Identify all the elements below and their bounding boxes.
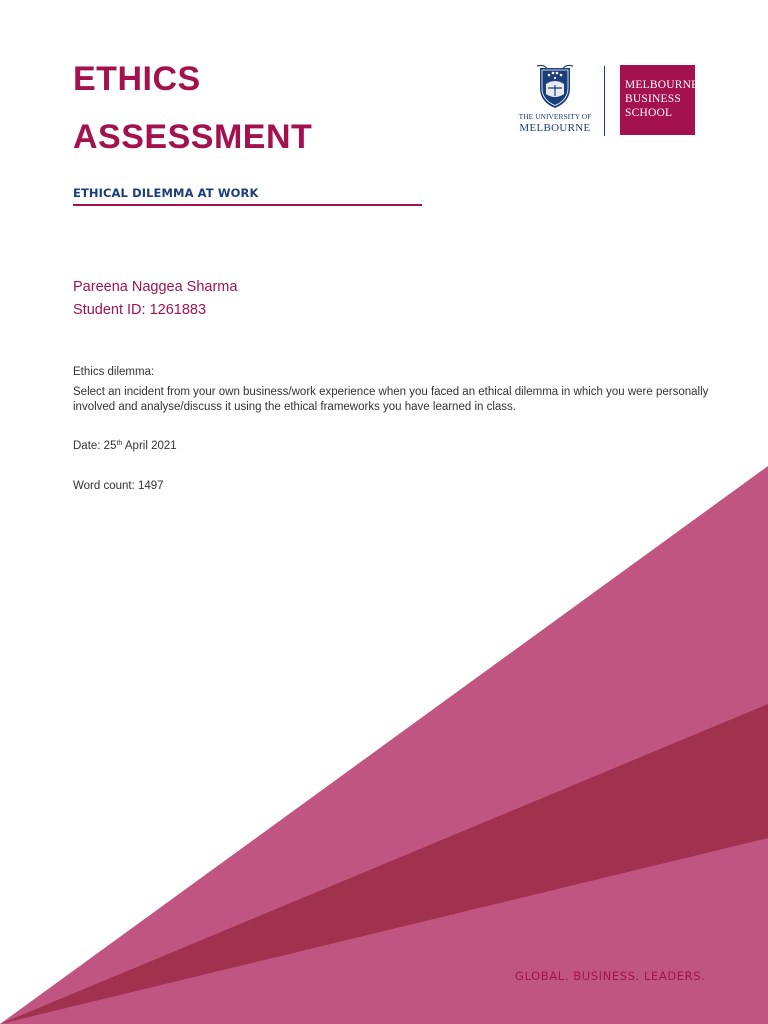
word-count: Word count: 1497 (73, 480, 164, 492)
title-line-ethics: ETHICS (73, 60, 201, 98)
school-name-line1: MELBOURNE (625, 79, 699, 91)
title-line-assessment: ASSESSMENT (73, 118, 313, 156)
subtitle-underline (73, 204, 422, 206)
student-name: Pareena Naggea Sharma (73, 279, 238, 295)
business-school-logo (620, 65, 699, 135)
school-name-line3: SCHOOL (625, 107, 673, 119)
dilemma-label: Ethics dilemma: (73, 366, 155, 378)
university-name-line2: MELBOURNE (519, 122, 591, 134)
subtitle: ETHICAL DILEMMA AT WORK (73, 186, 259, 200)
university-name-line1: THE UNIVERSITY OF (518, 112, 592, 121)
light-triangle (0, 466, 768, 1024)
logo-divider (604, 66, 605, 136)
date-superscript: th (116, 440, 123, 447)
university-logo (514, 64, 596, 138)
date-line (73, 439, 177, 454)
date-suffix: April 2021 (122, 440, 177, 452)
school-name-line2: BUSINESS (625, 93, 681, 105)
tagline: GLOBAL. BUSINESS. LEADERS. (515, 969, 706, 983)
dilemma-text: Select an incident from your own business/work experience when you faced an ethical dilemma in which you were personally involved and analyse/discuss it using the ethical frameworks you have learned in class. (73, 386, 709, 413)
student-id: Student ID: 1261883 (73, 302, 207, 318)
university-crest-icon (537, 64, 573, 110)
date-prefix: Date: 25 (73, 440, 117, 452)
